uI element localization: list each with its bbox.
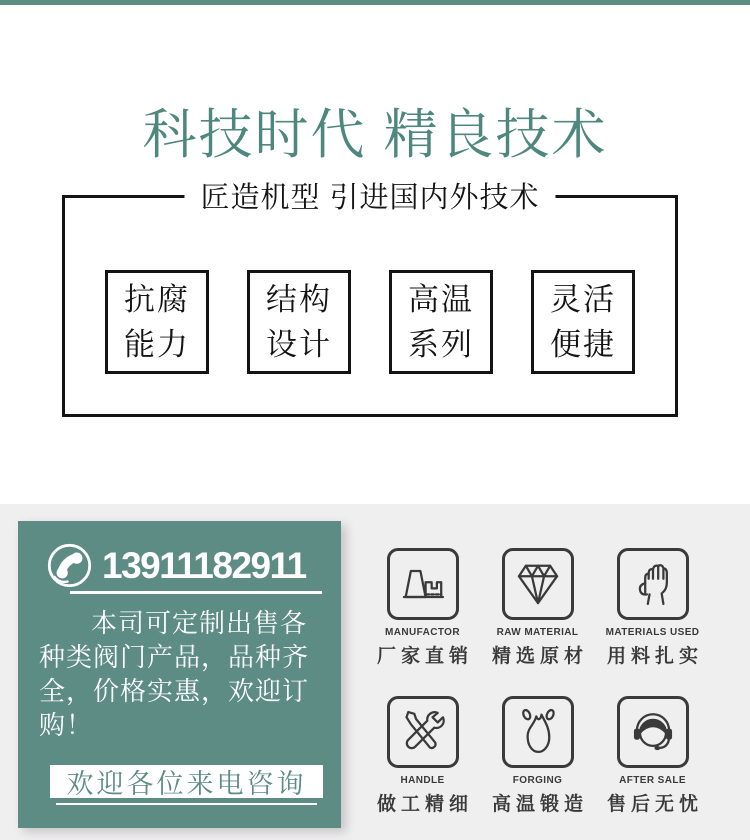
feature-box-high-temp: [389, 270, 493, 374]
badge-en-label: AFTER SALE: [619, 775, 686, 786]
badge-en-label: RAW MATERIAL: [496, 627, 579, 638]
phone-row: [18, 521, 341, 589]
top-accent-strip: [0, 0, 750, 5]
phone-underline: [70, 591, 322, 594]
badge-en-label: FORGING: [512, 775, 563, 786]
tools-icon: [387, 696, 459, 768]
badge-materials-used: [602, 548, 703, 668]
contact-description: 本司可定制出售各种类阀门产品，品种齐全，价格实惠，欢迎订购！: [39, 608, 310, 740]
badge-en-label: MATERIALS USED: [605, 627, 700, 638]
feature-box-anticorrosion: [105, 270, 209, 374]
diamond-icon: [502, 548, 574, 620]
feature-row: [65, 270, 675, 374]
badge-zh-label: 做工精细: [377, 794, 474, 815]
phone-number: 13911182911: [102, 545, 306, 586]
feature-line: 灵活: [550, 282, 616, 317]
page-title: 科技时代 精良技术: [142, 105, 608, 165]
consult-cta-box: [50, 765, 323, 798]
flame-icon: [502, 696, 574, 768]
consult-cta-underline: [56, 803, 317, 805]
badge-zh-label: 高温锻造: [492, 794, 589, 815]
fist-icon: [617, 548, 689, 620]
contact-card: [18, 521, 341, 828]
factory-icon: [387, 548, 459, 620]
feature-line: 便捷: [550, 327, 616, 362]
feature-line: 高温: [408, 282, 474, 317]
feature-subtitle: 匠造机型 引进国内外技术: [184, 175, 555, 216]
badge-zh-label: 售后无忧: [607, 794, 704, 815]
consult-cta-label: 欢迎各位来电咨询: [66, 769, 307, 799]
feature-box-flexible: [531, 270, 635, 374]
badge-zh-label: 精选原材: [492, 646, 589, 667]
phone-circle-icon: [46, 542, 93, 589]
badge-grid: [372, 548, 702, 816]
feature-line: 结构: [266, 282, 332, 317]
feature-line: 能力: [124, 327, 190, 362]
badge-forging: [487, 696, 588, 816]
badge-en-label: HANDLE: [400, 775, 445, 786]
badge-raw-material: [487, 548, 588, 668]
feature-box-structure: [247, 270, 351, 374]
badge-handle: [372, 696, 473, 816]
badge-after-sale: [602, 696, 703, 816]
badge-en-label: MANUFACTOR: [385, 627, 460, 638]
bottom-section: [0, 504, 750, 840]
badge-manufacturer: [372, 548, 473, 668]
feature-line: 系列: [408, 327, 474, 362]
headset-icon: [617, 696, 689, 768]
feature-panel: [62, 182, 678, 417]
badge-zh-label: 用料扎实: [607, 646, 704, 667]
badge-zh-label: 厂家直销: [377, 646, 474, 667]
feature-line: 设计: [266, 327, 332, 362]
feature-line: 抗腐: [124, 282, 190, 317]
